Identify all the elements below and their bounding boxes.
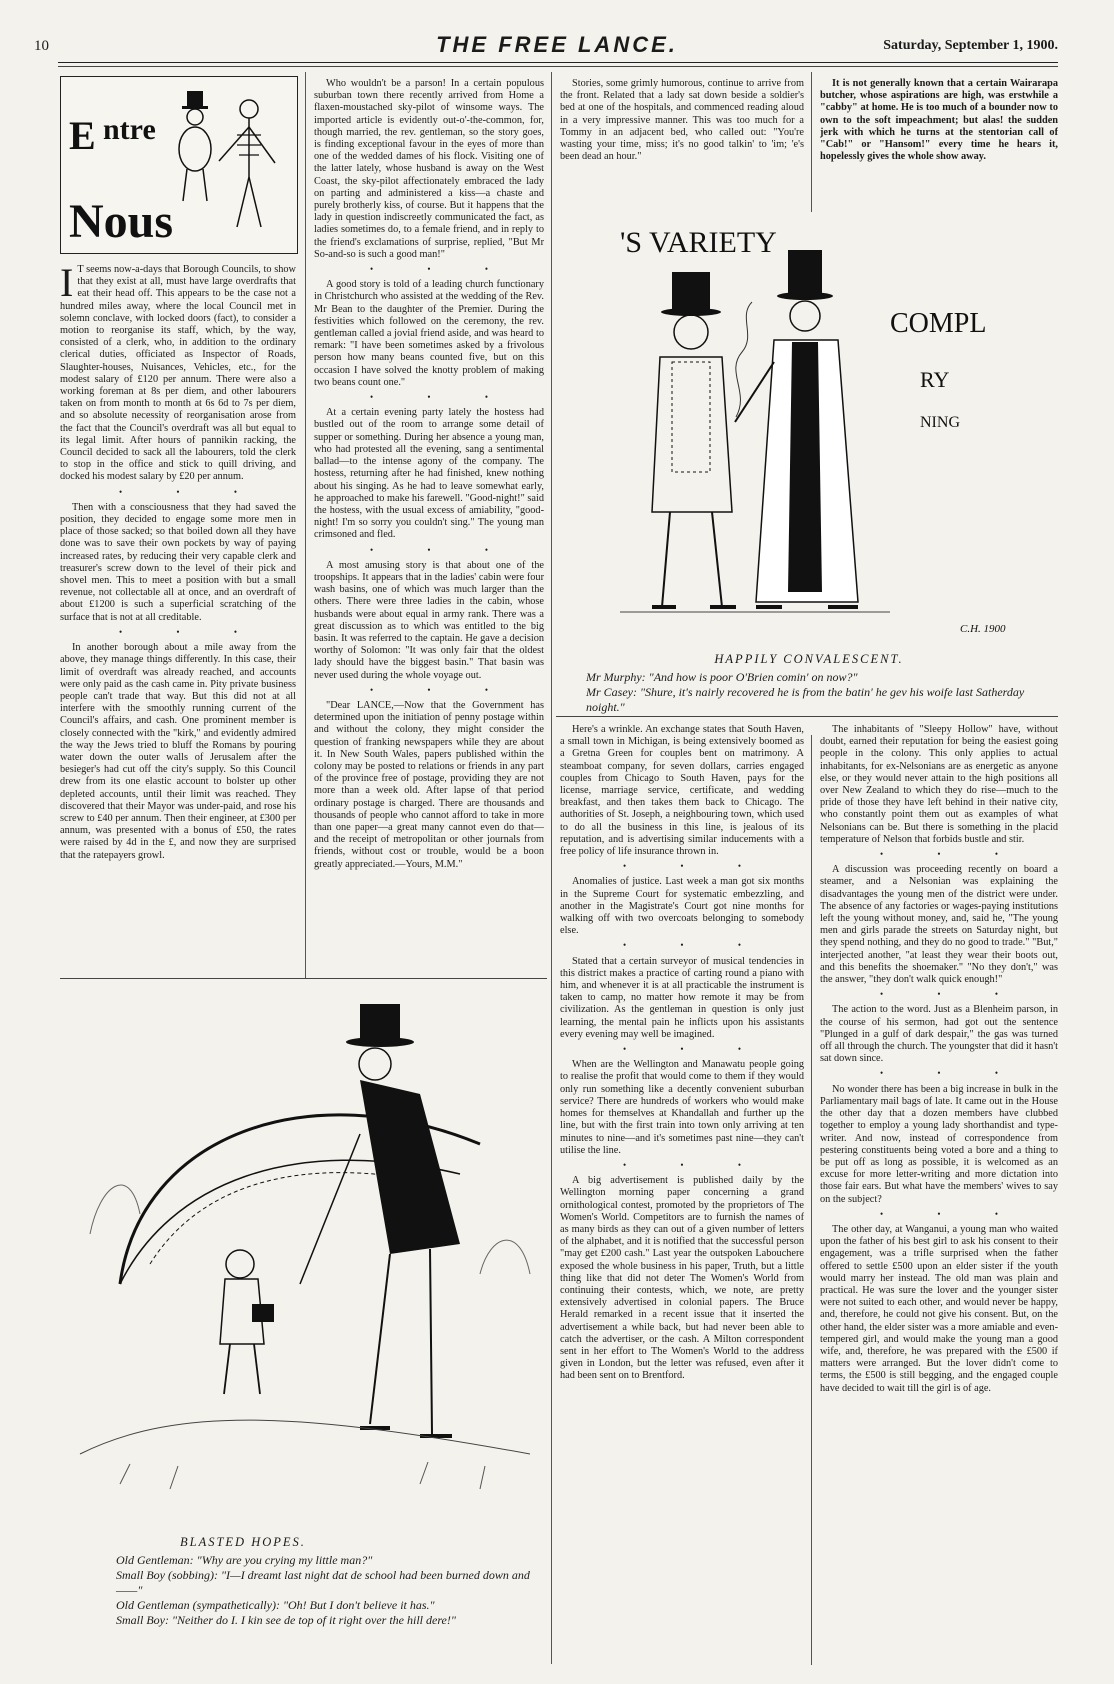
top-hat xyxy=(672,272,710,312)
speaker: Old Gentleman: xyxy=(116,1553,194,1567)
separator: • • • xyxy=(370,544,514,555)
separator: • • • xyxy=(623,940,767,951)
dialogue: "And how is poor O'Brien comin' on now?" xyxy=(648,670,858,684)
speaker: Mr Casey: xyxy=(586,685,637,699)
dialogue: "Oh! But I don't believe it has." xyxy=(282,1598,435,1612)
separator: • • • xyxy=(880,1208,1024,1219)
article-paragraph: Anomalies of justice. Last week a man got six months in the Supreme Court for systematic embezzling, and another in the Magistrate's Court got nine months for walking off with two overcoats belonging to somebody else. xyxy=(560,876,804,937)
separator: • • • xyxy=(880,989,1024,1000)
article-paragraph: At a certain evening party lately the hostess had bustled out of the room to arrange some detail of supper or something. During her absence a young man, who had protested all the evening, sang a sentimental ballad—to the intense agony of the company. The hostess, returning after he had finished, knew nothing about his singing. As he had to leave somewhat early, he approached to make his farewell. "Good-night!" said the hostess, with the usual excess of amiability, "good-night! I'm so sorry you couldn't sing." The young man crimsoned and fled. xyxy=(314,407,544,541)
column-3-bottom xyxy=(560,724,804,1664)
article-paragraph: A discussion was proceeding recently on board a steamer, and a Nelsonian was explaining the disadvantages the young men of the district were under. The absence of any factories or wages-paying institutions left the young without money, and, said he, "The young men and girls parade the streets on Saturday night, but they spend nothing, and they do no good to trade." "But," interjected another, "at least they wear their boots out, and this benefits the shoemaker." "No they don't," was the answer, "they don't walk quick enough!" xyxy=(820,864,1058,986)
svg-text:Nous: Nous xyxy=(69,195,174,248)
entre-nous-illustration xyxy=(61,77,297,253)
sign-text: 'S VARIETY xyxy=(620,226,777,259)
article-paragraph: When are the Wellington and Manawatu people going to realise the profit that would come to them if they would only run something like a decently convenient suburban service? There are hundreds of workers who would make homes for themselves at Khandallah and further up the line, but with the first train into town only arriving at ten minutes to nine—and it's sometimes past nine—they can't utilise the line. xyxy=(560,1059,804,1156)
article-paragraph: No wonder there has been a big increase in bulk in the Parliamentary mail bags of late. It came out in the House the other day that a dozen members have clubbed together to employ a young lady shorthandist and type-writer. And now, instead of correspondence from pestering constituents being voted a bore and a thing to be put off as long as possible, it is welcomed as an excuse for more letter-writing and more dictation into those fair ears. But what have the members' wives to say on the subject? xyxy=(820,1083,1058,1205)
column-4-top xyxy=(820,78,1058,208)
separator: • • • xyxy=(119,626,263,637)
article-paragraph: The other day, at Wanganui, a young man who waited upon the father of his best girl to ask his consent to their engagement, was a trifle surprised when the father offered to settle £500 upon an elder sister if the youth would marry her instead. The old man was plain and practical. He was sure the lover and the younger sister were not suited to each other, and would never be happy, and, therefore, he could not give his consent. But, on the other hand, the elder sister was a more amiable and even-tempered girl, and would make the young man a good wife, and, therefore, he was prepared with the £500 if matters were arranged. But the lover didn't come to terms, the £500 is still begging, and the engaged couple have decided to wait till the girl is of age. xyxy=(820,1223,1058,1394)
sign-text-2: COMPL xyxy=(890,308,987,339)
caption-line xyxy=(60,1613,547,1628)
entre-nous-logo xyxy=(60,76,298,254)
svg-text:ntre: ntre xyxy=(103,113,156,146)
speaker: Small Boy: xyxy=(116,1613,169,1627)
separator: • • • xyxy=(623,1159,767,1170)
newspaper-title: THE FREE LANCE. xyxy=(436,32,678,57)
paragraph-text: T seems now-a-days that Borough Councils, to show that they exist at all, must have large overdrafts that eat their head off. This appears to be the case not a hundred miles away, where the local Council met in solemn conclave, with locked doors (fact), to consider a motion to reorganise its staff, which, by the way, consisted of a clerk, who, in addition to the ordinary clerical duties, officiated as Inspector of Roads, Slaughter-houses, Nuisances, Vehicles, etc., for the modest salary of £120 per annum. There were also a working foreman at 8s per diem, and other labourers taken on from month to month at 6s 6d to 7s per diem, and so absolute necessity of reorganisation arose from the fact that the Council's overdraft was all but equal to its legal limit. After hours of pannikin racking, the Council decided to sack all the labourers, told the clerk to stop in the office and stick to quill driving, and docked his modest salary by £20 per annum. xyxy=(60,264,296,483)
column-2 xyxy=(314,78,544,971)
dialogue: "I—I dreamt last night dat de school had been burned down and——" xyxy=(116,1568,530,1597)
caption-line xyxy=(60,1553,547,1568)
article-paragraph xyxy=(60,264,296,484)
cartoon-illustration xyxy=(560,212,1058,652)
speaker: Small Boy (sobbing): xyxy=(116,1568,218,1582)
separator: • • • xyxy=(623,1044,767,1055)
cartoon-happily-convalescent xyxy=(560,212,1058,652)
separator: • • • xyxy=(370,264,514,275)
header-rule xyxy=(58,62,1058,63)
separator: • • • xyxy=(880,849,1024,860)
page-number: 10 xyxy=(34,38,49,54)
dialogue: "Why are you crying my little man?" xyxy=(196,1553,373,1567)
article-paragraph: Here's a wrinkle. An exchange states that South Haven, a small town in Michigan, is being extensively boomed as a Gretna Green for couples bent on matrimony. A steamboat company, for seven dollars, carries engaged couples from Chicago to South Haven, pays for the license, marriage service, certificate, and wedding breakfast, and then takes them back to Chicago. The authorities of St. Joseph, a neighbouring town, which used to do all the business in this line, is jealous of its reputation, and is advertising similar inducements with a free policy of life insurance thrown in. xyxy=(560,724,804,858)
cartoon-rule xyxy=(60,978,547,979)
svg-text:E: E xyxy=(69,113,96,158)
article-paragraph: A big advertisement is published daily by the Wellington morning paper concerning a grand ornithological contest, promoted by the proprietors of The Women's World. Competitors are to furnish the names of as many birds as they can out of a given number of letters of the alphabet, and it is notified that the successful person "may get £200 cash." Last year the outspoken Labouchere exposed the whole business in his paper, Truth, but a little thing like that did not deter The Women's World from continuing their contests, which, we note, are pretty extensively advertised in colonial papers. The Bruce Herald remarked in a recent issue that it inserted the advertisement a while back, but had never been able to catch the advertiser, or the cash. A Milton correspondent sent in her effort to The Women's World to the address given in London, but the letter was refused, even after it had been sent on to Brentford. xyxy=(560,1175,804,1382)
speaker: Old Gentleman (sympathetically): xyxy=(116,1598,280,1612)
column-rule xyxy=(811,735,812,1665)
article-paragraph: The inhabitants of "Sleepy Hollow" have, without doubt, earned their reputation for being the easiest going people in the colony. This only applies to actual inhabitants, for ex-Nelsonians are as energetic as anyone else, or they would never attain to the high positions all over New Zealand to which they do rise—much to the pride of those they have left behind in their native city, who constantly point them out as examples of what Nelsonians can be. But there is something in the placid temperature of Nelson that forbids bustle and stir. xyxy=(820,724,1058,845)
caption-line xyxy=(560,685,1058,715)
article-paragraph: Stated that a certain surveyor of musical tendencies in this district makes a practice of carting round a piano with him, and whenever it is at all practicable the instrument is taken to camp, no matter how remote it may be from civilization. As the gentleman in question is only just learning, the mental pain he inflicts upon his assistants every evening may well be imagined. xyxy=(560,955,804,1040)
article-paragraph: Stories, some grimly humorous, continue to arrive from the front. Related that a lady sat down beside a soldier's bed at one of the hospitals, and commenced reading aloud in a very impressive manner. This was too much for a Tommy in an adjacent bed, who called out: "You're wasting your time, miss; it's no good talkin' to 'im; 'e's been dead an hour." xyxy=(560,78,804,163)
cartoon-title: BLASTED HOPES. xyxy=(180,1535,306,1549)
separator: • • • xyxy=(370,684,514,695)
caption-line xyxy=(560,670,1058,685)
article-paragraph: A good story is told of a leading church functionary in Christchurch who assisted at the wedding of the Rev. Mr Bean to the daughter of the Premier. During the festivities which followed on the ceremony, the rev. gentleman called a jovial friend aside, and was heard to remark: "I have been sometimes asked by a frivolous person how many beans counted five, but on this occasion I have solved the knotty problem of making two beans count one." xyxy=(314,279,544,388)
cartoon-rule xyxy=(556,716,1058,717)
header-rule-thin xyxy=(58,66,1058,67)
caption-line xyxy=(60,1598,547,1613)
article-paragraph: "Dear LANCE,—Now that the Government has determined upon the initiation of penny postage within and without the colony, they might consider the question of franking newspapers while they are about it. In New South Wales, papers published within the colony may be posted to relations or friends in any part of the province free of postage, providing they are not more than a week old. After lapse of that period ordinary postage is charged. There are thousands and thousands of people who cannot afford to take in more than one paper—a great many cannot even do that—and the receipt of metropolitan or other journals from friends, without cost or trouble, would be a boon greatly appreciated.—Yours, M.M." xyxy=(314,699,544,870)
caption-line xyxy=(60,1568,547,1598)
article-paragraph: The action to the word. Just as a Blenheim parson, in the course of his sermon, had got out the sentence "Plunged in a gulf of dark despair," the gas was turned off all through the church. The youngster that did it hasn't sat down since. xyxy=(820,1004,1058,1065)
sign-text-3: RY xyxy=(920,367,950,392)
article-paragraph: Who wouldn't be a parson! In a certain populous suburban town there recently arrived from Home a flaxen-moustached sky-pilot of winsome ways. The imported article is evidently out-o'-the-common, for, though married, the rev. gentleman, so the story goes, is finding exceptional favour in the eyes of more than one of the wedded dames of his flock. Visiting one of the latter lately, whose husband is away on the West Coast, the sky-pilot affectionately embraced the lady on parting and administered a kiss—a chaste and purely brotherly kiss, of course. But it happens that the lady in question indiscreetly communicated the fact, as ladies sometimes do, to a female friend, and in reply to the friend's exclamations of surprise, replied, "But Mr So-and-so is such a good man!" xyxy=(314,78,544,260)
dialogue: "Neither do I. I kin see de top of it right over the hill dere!" xyxy=(172,1613,456,1627)
separator: • • • xyxy=(880,1068,1024,1079)
cartoon-illustration xyxy=(60,984,547,1538)
dialogue: "Shure, it's nairly recovered he is from the batin' he gev his woife last Satherday noight." xyxy=(586,685,1025,714)
article-paragraph: A most amusing story is that about one of the troopships. It appears that in the ladies' cabin were four wash basins, one of which was much larger than the others. There were three ladies in the cabin, whose husbands were about equal in army rank. There was a great discussion as to which was entitled to the big basin. It was referred to the captain. He gave a decision worthy of Solomon: "It was only fair that the oldest lady should have the biggest basin." That basin was never used during the whole voyage out. xyxy=(314,559,544,681)
column-rule xyxy=(305,72,306,978)
column-rule xyxy=(811,72,812,212)
article-paragraph: Then with a consciousness that they had saved the position, they decided to engage some more men in place of those sacked; so that boiled down all they have done was to save their own pockets by way of paying increased rates, by reducing their very capable clerk and treasurer's screw down to the level of their pick and shovel men. This to meet a position with but a small revenue, not collectable all at once, and an overdraft of about £1200 is such a superficial scratching of the surface that is not at all creditable. xyxy=(60,501,296,623)
column-3-top xyxy=(560,78,804,208)
separator: • • • xyxy=(623,861,767,872)
article-paragraph: It is not generally known that a certain Wairarapa butcher, whose aspirations are high, was erstwhile a "cabby" at home. He is too much of a bounder now to own to the soft impeachment; but alas! the sudden jerk with which he turns at the stentorian call of "Cab!" or "Hansom!" every time he hears it, hopelessly gives the whole show away. xyxy=(820,78,1058,163)
speaker: Mr Murphy: xyxy=(586,670,646,684)
separator: • • • xyxy=(370,392,514,403)
article-paragraph: In another borough about a mile away from the above, they manage things differently. In this case, their limit of overdraft was already reached, and accounts were only paid as the cash came in. Pity private business people can't trade that way. But this did not at all interfere with the smoothly running current of the Council's affairs, and cash. One prominent member is closely connected with the "kirk," and evidently admired the way the Jews tried to bluff the Romans by pouring water down the outer walls of Jerusalem after the besieger's had cut off the city's supply. So this Council drew from its one elastic account to bolster up other depleted accounts, until their limit was reached. They discovered that their Mayor was under-paid, and rose his screw to £40 per annum. Then their engineer, at £300 per annum, was presented with a bonus of £50, the rates were raised by 4d in the £, and now they are surprised that the ratepayers growl. xyxy=(60,642,296,861)
top-hat xyxy=(788,250,822,296)
column-1 xyxy=(60,264,296,969)
column-rule xyxy=(551,72,552,1664)
separator: • • • xyxy=(119,486,263,497)
top-hat xyxy=(360,1004,400,1042)
column-4-bottom xyxy=(820,724,1058,1664)
cartoon-title: HAPPILY CONVALESCENT. xyxy=(714,652,904,666)
sign-text-4: NING xyxy=(920,414,960,431)
cartoon-caption xyxy=(560,670,1058,715)
cartoon-blasted-hopes xyxy=(60,984,547,1538)
issue-date: Saturday, September 1, 1900. xyxy=(883,38,1058,53)
drop-cap: I xyxy=(60,264,74,305)
cartoon-caption xyxy=(60,1553,547,1628)
svg-text:C.H. 1900: C.H. 1900 xyxy=(960,623,1006,635)
